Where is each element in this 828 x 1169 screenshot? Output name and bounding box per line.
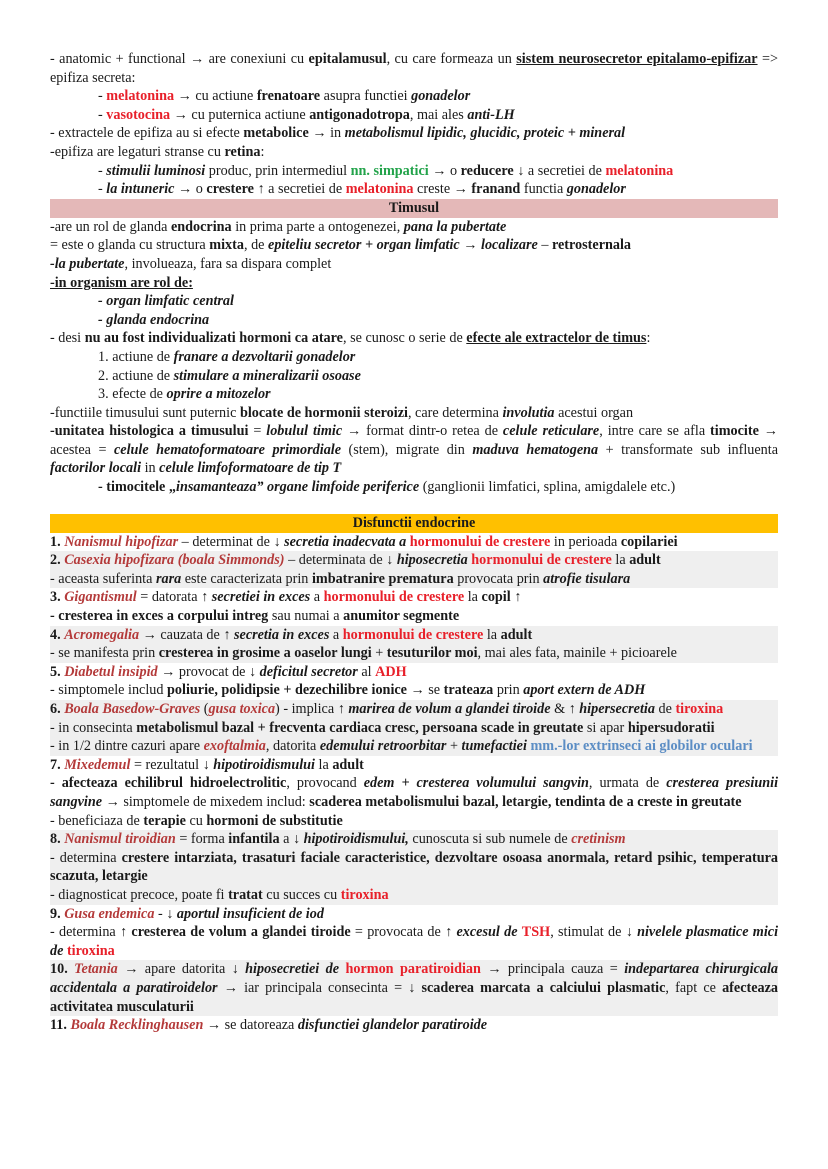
epifiza-connections: - anatomic + functional → are conexiuni cu epitalamusul, cu care formeaza un sistem neurosecretor epitalamo-epifizar => epifiza secreta: <box>50 51 778 86</box>
timus-timocytes: - timocitele „insamanteaza” organe limfoide periferice (ganglionii limfatici, splina, amigdalele etc.) <box>98 479 676 496</box>
section-header-timus: Timusul <box>50 199 778 218</box>
disorder-2: 2. Casexia hipofizara (boala Simmonds) – determinata de ↓ hiposecretia hormonului de crestere la adult - aceasta suferinta rara este caracterizata prin imbatranire prematura provocata prin atrofie tisulara <box>50 551 778 588</box>
light-stimuli-item: - stimulii luminosi produc, prin intermediul nn. simpatici → o reducere ↓ a secretiei de melatonina <box>98 162 674 179</box>
section-header-disfunctii: Disfunctii endocrine <box>50 514 778 533</box>
timus-extracts: - desi nu au fost individualizati hormoni ca atare, se cunosc o serie de efecte ale extractelor de timus: <box>50 330 651 347</box>
disorder-10: 10. Tetania → apare datorita ↓ hiposecretiei de hormon paratiroidian → principala cauza = indepartarea chirurgicala accidentala a paratiroidelor → iar principala consecinta = ↓ scaderea marcata a calciului plasmatic, fapt ce afecteaza activitatea musculaturii <box>50 961 779 1015</box>
disorder-7: 7. Mixedemul = rezultatul ↓ hipotiroidismului la adult - afecteaza echilibrul hidroelectrolitic, provocand edem + cresterea volumului sangvin, urmata de cresterea presiunii sangvine → simptomele de mixedem includ: scaderea metabolismului bazal, letargie, tendinta de a creste in greutate - beneficiaza de terapie cu hormoni de substitutie <box>50 756 779 829</box>
disorder-6: 6. Boala Basedow-Graves (gusa toxica) - implica ↑ marirea de volum a glandei tiroide & ↑ hipersecretia de tiroxina - in consecinta metabolismul bazal + frecventa cardiaca cresc, persoana scade in greutate si apar hipersudoratii - in 1/2 dintre cazuri apare exoftalmia, datorita edemului retroorbitar + tumefactiei mm.-lor extrinseci ai globilor oculari <box>50 700 778 756</box>
document-page <box>50 50 778 1035</box>
epifiza-retina: -epifiza are legaturi stranse cu retina: <box>50 143 265 160</box>
timus-role-lymphatic: - organ limfatic central <box>98 293 234 310</box>
timus-role: -are un rol de glanda endocrina in prima parte a ontogenezei, pana la pubertate <box>50 218 507 235</box>
vasotocina-item: - vasotocina → cu puternica actiune antigonadotropa, mai ales anti-LH <box>98 106 515 123</box>
disorder-8: 8. Nanismul tiroidian = forma infantila a ↓ hipotiroidismului, cunoscuta si sub numele de cretinism - determina crestere intarziata, trasaturi faciale caracteristice, dezvoltare osoasa anormala, retard psihic, temperatura scazuta, letargie - diagnosticat precoce, poate fi tratat cu succes cu tiroxina <box>50 831 779 903</box>
epifiza-metabolic: - extractele de epifiza au si efecte metabolice → in metabolismul lipidic, glucidic, proteic + mineral <box>50 125 626 142</box>
timus-effect-1: 1. actiune de franare a dezvoltarii gonadelor <box>98 348 356 365</box>
disorder-1: 1. Nanismul hipofizar – determinat de ↓ secretia inadecvata a hormonului de crestere in perioada copilariei <box>50 533 678 550</box>
disorder-11: 11. Boala Recklinghausen → se datoreaza disfunctiei glandelor paratiroide <box>50 1017 488 1034</box>
darkness-item: - la intuneric → o crestere ↑ a secretiei de melatonina creste → franand functia gonadelor <box>98 181 626 198</box>
disorder-9: 9. Gusa endemica - ↓ aportul insuficient de iod - determina ↑ cresterea de volum a glandei tiroide = provocata de ↑ excesul de TSH, stimulat de ↓ nivelele plasmatice mici de tiroxina <box>50 905 779 959</box>
melatonina-item: - melatonina → cu actiune frenatoare asupra functiei gonadelor <box>98 88 471 105</box>
disorder-4: 4. Acromegalia → cauzata de ↑ secretia in exces a hormonului de crestere la adult - se manifesta prin cresterea in grosime a oaselor lungi + tesuturilor moi, mai ales fata, mainile + picioarele <box>50 626 778 663</box>
timus-role-endocrine: - glanda endocrina <box>98 311 210 328</box>
timus-effect-2: 2. actiune de stimulare a mineralizarii osoase <box>98 367 361 384</box>
spacer <box>50 497 778 514</box>
timus-puberty: -la pubertate, involueaza, fara sa dispara complet <box>50 255 332 272</box>
timus-roles-heading: -in organism are rol de: <box>50 274 193 291</box>
disorder-5: 5. Diabetul insipid → provocat de ↓ deficitul secretor al ADH - simptomele includ poliurie, polidipsie + dezechilibre ionice → se trateaza prin aport extern de ADH <box>50 663 646 699</box>
timus-histology: -unitatea histologica a timusului = lobulul timic → format dintr-o retea de celule reticulare, intre care se afla timocite → acestea = celule hematoformatoare primordiale (stem), migrate din maduva hematogena + transformate sub influenta factorilor locali in celule limfoformatoare de tip T <box>50 423 778 477</box>
disorder-3: 3. Gigantismul = datorata ↑ secretiei in exces a hormonului de crestere la copil ↑ - cresterea in exces a corpului intreg sau numai a anumitor segmente <box>50 589 522 625</box>
timus-effect-3: 3. efecte de oprire a mitozelor <box>98 386 271 403</box>
timus-structure: = este o glanda cu structura mixta, de epiteliu secretor + organ limfatic → localizare – retrosternala <box>50 237 632 254</box>
timus-steroids: -functiile timusului sunt puternic blocate de hormonii steroizi, care determina involutia acestui organ <box>50 404 634 421</box>
